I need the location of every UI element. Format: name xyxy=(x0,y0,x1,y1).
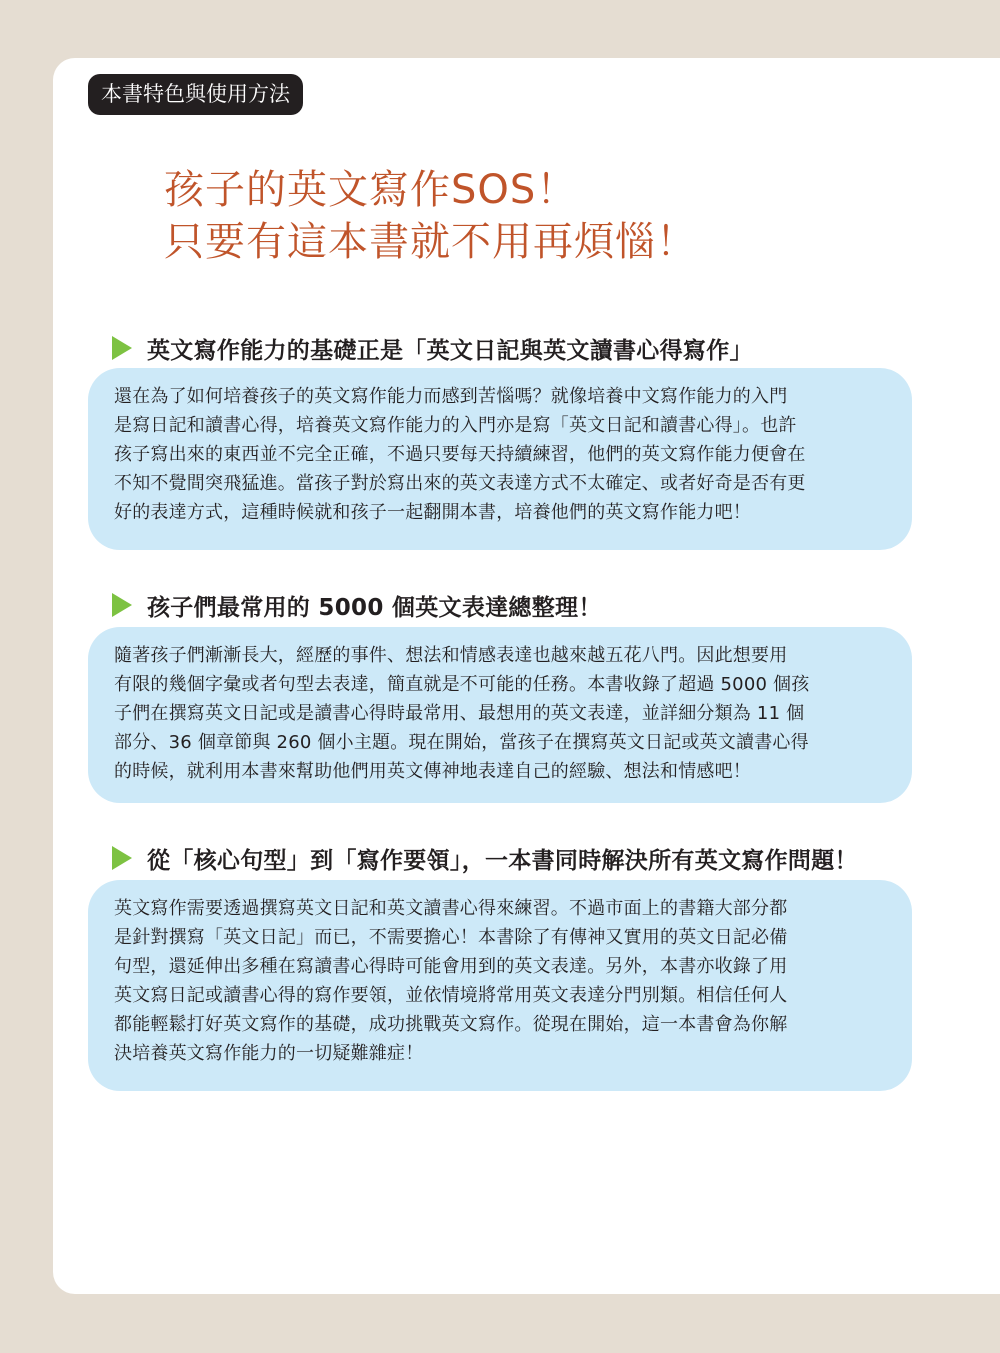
feature-heading-text: 英文寫作能力的基礎正是「英文日記與英文讀書心得寫作」 xyxy=(147,337,753,364)
feature-body xyxy=(114,382,886,527)
feature-box-3 xyxy=(88,880,912,1091)
feature-box-1 xyxy=(88,368,912,550)
body-line: 是針對撰寫「英文日記」而已，不需要擔心！本書除了有傳神又實用的英文日記必備 xyxy=(114,927,788,948)
headline-line-2: 只要有這本書就不用再煩惱！ xyxy=(164,219,697,265)
body-line: 是寫日記和讀書心得，培養英文寫作能力的入門亦是寫「英文日記和讀書心得」。也許 xyxy=(114,415,797,436)
body-line: 還在為了如何培養孩子的英文寫作能力而感到苦惱嗎？就像培養中文寫作能力的入門 xyxy=(114,386,788,407)
body-line: 有限的幾個字彙或者句型去表達，簡直就是不可能的任務。本書收錄了超過 5000 個孩 xyxy=(114,674,810,695)
feature-heading-text: 孩子們最常用的 5000 個英文表達總整理！ xyxy=(147,594,602,621)
headline-line-1: 孩子的英文寫作SOS！ xyxy=(164,167,578,213)
section-tag: 本書特色與使用方法 xyxy=(88,74,303,115)
feature-heading-3 xyxy=(112,840,982,876)
body-line: 句型，還延伸出多種在寫讀書心得時可能會用到的英文表達。另外，本書亦收錄了用 xyxy=(114,956,788,977)
body-line: 部分、36 個章節與 260 個小主題。現在開始，當孩子在撰寫英文日記或英文讀書心得 xyxy=(114,732,809,753)
triangle-bullet-icon xyxy=(112,593,132,617)
feature-heading-text: 從「核心句型」到「寫作要領」，一本書同時解決所有英文寫作問題！ xyxy=(147,847,858,874)
triangle-bullet-icon xyxy=(112,336,132,360)
body-line: 隨著孩子們漸漸長大，經歷的事件、想法和情感表達也越來越五花八門。因此想要用 xyxy=(114,645,788,666)
feature-heading-2 xyxy=(112,587,982,623)
feature-heading-1 xyxy=(112,330,982,366)
body-line: 的時候，就利用本書來幫助他們用英文傳神地表達自己的經驗、想法和情感吧！ xyxy=(114,761,751,782)
body-line: 不知不覺間突飛猛進。當孩子對於寫出來的英文表達方式不太確定、或者好奇是否有更 xyxy=(114,473,806,494)
feature-body xyxy=(114,641,886,786)
body-line: 孩子寫出來的東西並不完全正確，不過只要每天持續練習，他們的英文寫作能力便會在 xyxy=(114,444,806,465)
body-line: 子們在撰寫英文日記或是讀書心得時最常用、最想用的英文表達，並詳細分類為 11 個 xyxy=(114,703,805,724)
body-line: 英文寫日記或讀書心得的寫作要領，並依情境將常用英文表達分門別類。相信任何人 xyxy=(114,985,788,1006)
body-line: 英文寫作需要透過撰寫英文日記和英文讀書心得來練習。不過市面上的書籍大部分都 xyxy=(114,898,788,919)
body-line: 好的表達方式，這種時候就和孩子一起翻開本書，培養他們的英文寫作能力吧！ xyxy=(114,502,751,523)
body-line: 決培養英文寫作能力的一切疑難雜症！ xyxy=(114,1043,424,1064)
body-line: 都能輕鬆打好英文寫作的基礎，成功挑戰英文寫作。從現在開始，這一本書會為你解 xyxy=(114,1014,788,1035)
page-headline xyxy=(164,164,944,268)
feature-body xyxy=(114,894,886,1068)
feature-box-2 xyxy=(88,627,912,803)
triangle-bullet-icon xyxy=(112,846,132,870)
